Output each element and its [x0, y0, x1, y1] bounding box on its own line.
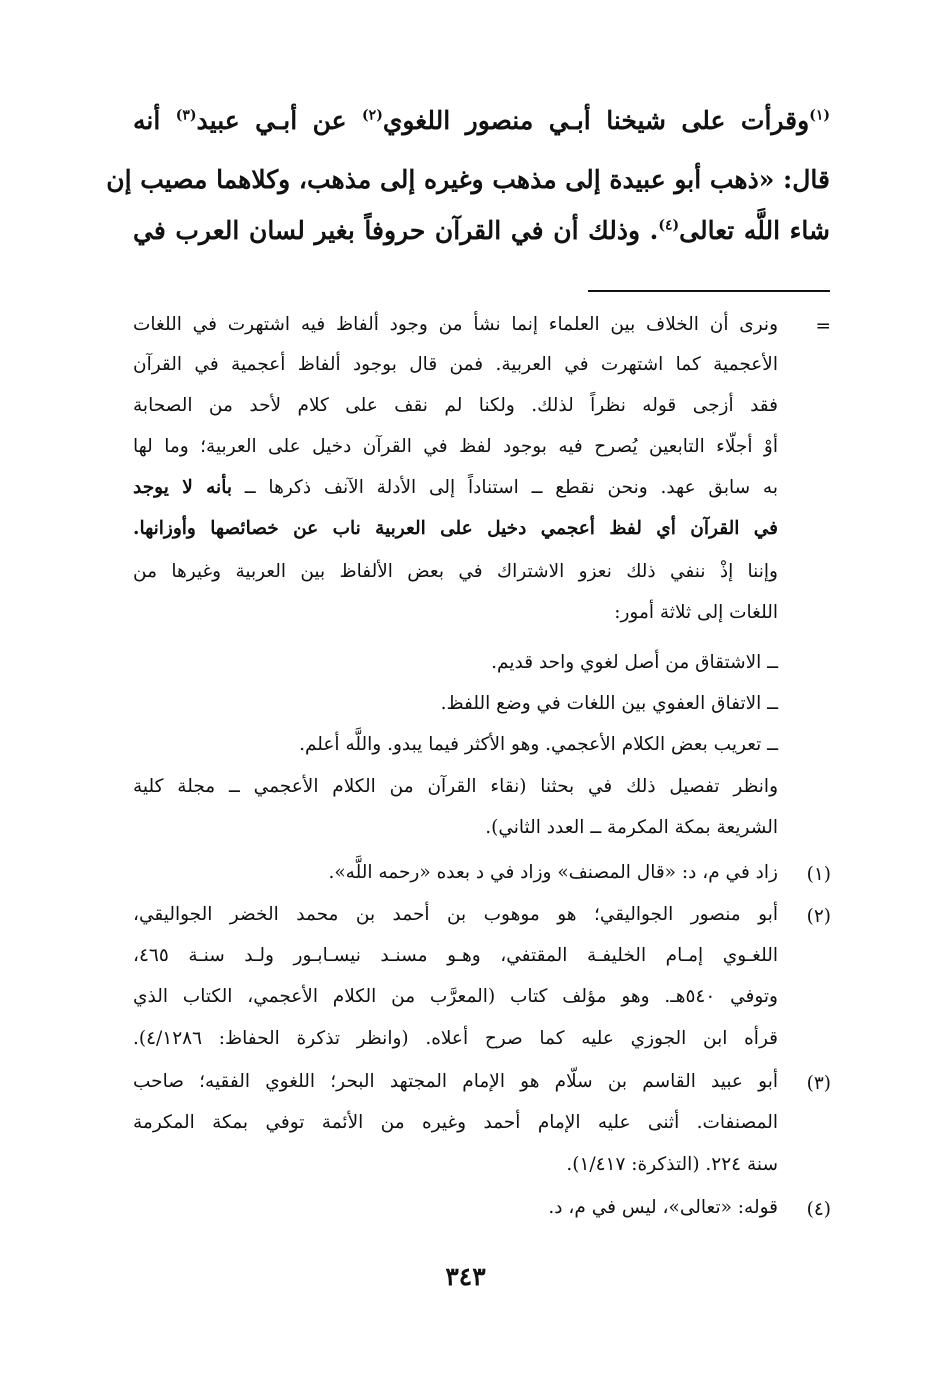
main-text-line-3 [133, 206, 830, 256]
footnote-ref-2: (٢) [362, 107, 383, 124]
note-text-segment: به سابق عهد. ونحن نقطع ــ استناداً إلى الأدلة الآنف ذكرها ــ [244, 477, 778, 498]
note-line: وانظر تفصيل ذلك في بحثنا (نقاء القرآن من الكلام الأعجمي ــ مجلة كلية [133, 776, 778, 797]
note-bold-line: في القرآن أي لفظ أعجمي دخيل على العربية ناب عن خصائصها وأوزانها. [133, 518, 778, 539]
note-line: اللغات إلى ثلاثة أمور: [614, 602, 778, 623]
main-text-segment: أنه [133, 106, 176, 135]
footnote-ref-4: (٤) [658, 217, 680, 234]
footnote-marker-3: (٣) [806, 1073, 831, 1094]
footnote-ref-3: (٣) [175, 107, 197, 124]
footnote-marker-4: (٤) [806, 1199, 831, 1220]
footnote-marker-2: (٢) [806, 906, 831, 927]
main-text-segment: شاء اللَّه تعالى [679, 216, 830, 245]
footnote-3-line: أبو عبيد القاسم بن سلّام هو الإمام المجتهد البحر؛ اللغوي الفقيه؛ صاحب [133, 1071, 778, 1092]
footnote-2-line: وتوفي ٥٤٠هـ. وهو مؤلف كتاب (المعرَّب من الكلام الأعجمي، الكتاب الذي [133, 986, 778, 1007]
footnote-3-line: سنة ٢٢٤. (التذكرة: ١/٤١٧). [566, 1154, 778, 1175]
main-text-segment: وقرأت على شيخنا أبـي منصور اللغوي [382, 106, 810, 135]
note-line: ونرى أن الخلاف بين العلماء إنما نشأ من وجود ألفاظ فيه اشتهرت في اللغات [133, 314, 778, 335]
main-text-segment: عن أبـي عبيد [196, 106, 363, 135]
note-list-item: ــ الاشتقاق من أصل لغوي واحد قديم. [491, 652, 778, 673]
footnote-separator [588, 290, 830, 292]
note-line: أوْ أجلّاء التابعين يُصرح فيه بوجود لفظ في القرآن دخيل على العربية؛ وما لها [133, 436, 778, 457]
footnote-3-line: المصنفات. أثنى عليه الإمام أحمد وغيره من الأئمة توفي بمكة المكرمة [133, 1112, 778, 1133]
note-line: الأعجمية كما اشتهرت في العربية. فمن قال بوجود ألفاظ أعجمية في القرآن [133, 354, 778, 375]
note-list-item: ــ الاتفاق العفوي بين اللغات في وضع اللفظ. [440, 693, 778, 714]
footnote-4-line: قوله: «تعالى»، ليس في م، د. [548, 1197, 778, 1218]
note-line: الشريعة بمكة المكرمة ــ العدد الثاني). [485, 817, 778, 838]
main-text-line-2: قال: «ذهب أبو عبيدة إلى مذهب وغيره إلى مذهب، وكلاهما مصيب إن [106, 165, 830, 194]
continued-note-marker: = [815, 316, 831, 337]
footnote-2-line: أبو منصور الجواليقي؛ هو موهوب بن أحمد بن محمد الخضر الجواليقي، [133, 904, 778, 925]
main-text-segment: . وذلك أن في القرآن حروفاً بغير لسان العرب في [133, 216, 659, 245]
note-line [133, 473, 778, 503]
note-line: وإننا إذْ ننفي ذلك نعزو الاشتراك في بعض الألفاظ بين العربية وغيرها من [133, 561, 778, 582]
footnote-ref-1: (١) [809, 107, 830, 124]
note-list-item: ــ تعريب بعض الكلام الأعجمي. وهو الأكثر فيما يبدو. واللَّه أعلم. [299, 734, 778, 755]
footnote-1-line: زاد في م، د: «قال المصنف» وزاد في د بعده «رحمه اللَّه». [328, 862, 778, 883]
page-number: ٣٤٣ [445, 1262, 486, 1291]
main-text-line-1 [133, 96, 830, 146]
footnote-2-line: اللغـوي إمـام الخليفـة المقتفي، وهـو مسنـد نيسـابـور ولـد سنـة ٤٦٥، [133, 945, 778, 966]
footnote-marker-1: (١) [806, 864, 831, 885]
note-line: فقد أزجى قوله نظراً لذلك. ولكنا لم نقف على كلام لأحد من الصحابة [133, 395, 778, 416]
footnote-2-line: قرأه ابن الجوزي عليه كما صرح أعلاه. (وانظر تذكرة الحفاظ: ٤/١٢٨٦). [133, 1028, 778, 1049]
note-bold-segment: بأنه لا يوجد [133, 477, 232, 498]
